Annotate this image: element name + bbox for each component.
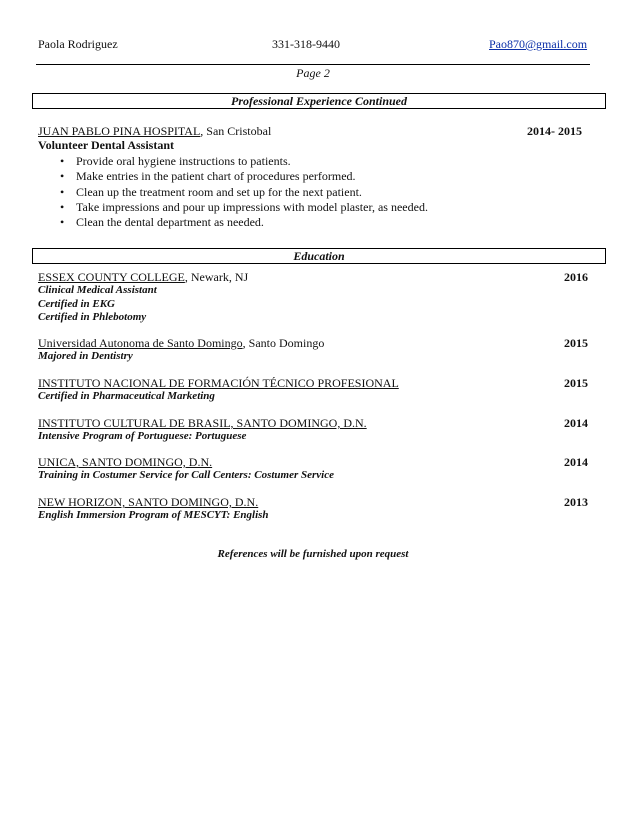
education-year: 2016 bbox=[564, 270, 588, 284]
education-year: 2015 bbox=[564, 376, 588, 390]
duty-item: • Make entries in the patient chart of procedures performed. bbox=[38, 169, 428, 184]
education-org-name: INSTITUTO NACIONAL DE FORMACIÓN TÉCNICO PROFESIONAL bbox=[38, 376, 399, 390]
references-note: References will be furnished upon request bbox=[217, 548, 409, 560]
header-email-link[interactable]: Pao870@gmail.com bbox=[489, 37, 588, 51]
experience-duties bbox=[38, 154, 428, 230]
section-header-experience: Professional Experience Continued bbox=[32, 93, 606, 109]
experience-org bbox=[38, 124, 271, 139]
duty-item: • Clean up the treatment room and set up for the next patient. bbox=[38, 185, 428, 200]
education-org-name: UNICA, SANTO DOMINGO, D.N. bbox=[38, 455, 213, 469]
education-org-location: , Santo Domingo bbox=[242, 336, 325, 350]
experience-org-name: JUAN PABLO PINA HOSPITAL bbox=[38, 124, 201, 138]
education-year: 2013 bbox=[564, 495, 588, 509]
education-org bbox=[38, 336, 324, 351]
education-org bbox=[38, 416, 367, 431]
header-divider bbox=[36, 64, 590, 65]
section-header-education: Education bbox=[32, 248, 606, 264]
experience-role: Volunteer Dental Assistant bbox=[38, 138, 175, 152]
duty-item: • Clean the dental department as needed. bbox=[38, 215, 428, 230]
experience-years: 2014- 2015 bbox=[527, 124, 582, 138]
education-org-name: Universidad Autonoma de Santo Domingo bbox=[38, 336, 243, 350]
duty-item: • Provide oral hygiene instructions to patients. bbox=[38, 154, 428, 169]
education-detail: Clinical Medical Assistant bbox=[38, 284, 157, 296]
education-year: 2014 bbox=[564, 416, 588, 430]
education-year: 2014 bbox=[564, 455, 588, 469]
education-org bbox=[38, 455, 212, 470]
education-org-name: INSTITUTO CULTURAL DE BRASIL, SANTO DOMINGO, D.N. bbox=[38, 416, 367, 430]
education-detail: Majored in Dentistry bbox=[38, 350, 133, 362]
header-name: Paola Rodriguez bbox=[38, 37, 118, 51]
education-year: 2015 bbox=[564, 336, 588, 350]
page-number: Page 2 bbox=[296, 66, 330, 80]
education-detail: Certified in EKG bbox=[38, 298, 116, 310]
education-detail: Intensive Program of Portuguese: Portuguese bbox=[38, 430, 247, 442]
education-detail: English Immersion Program of MESCYT: English bbox=[38, 509, 269, 521]
education-org bbox=[38, 376, 399, 391]
education-detail: Training in Costumer Service for Call Centers: Costumer Service bbox=[38, 469, 334, 481]
education-org-name: NEW HORIZON, SANTO DOMINGO, D.N. bbox=[38, 495, 259, 509]
education-detail: Certified in Phlebotomy bbox=[38, 311, 147, 323]
education-org-name: ESSEX COUNTY COLLEGE bbox=[38, 270, 185, 284]
education-org-location: , Newark, NJ bbox=[184, 270, 249, 284]
header-phone: 331-318-9440 bbox=[272, 37, 340, 51]
experience-org-location: , San Cristobal bbox=[200, 124, 272, 138]
education-org bbox=[38, 270, 248, 285]
education-org bbox=[38, 495, 258, 510]
duty-item: • Take impressions and pour up impressions with model plaster, as needed. bbox=[38, 200, 428, 215]
education-detail: Certified in Pharmaceutical Marketing bbox=[38, 390, 215, 402]
